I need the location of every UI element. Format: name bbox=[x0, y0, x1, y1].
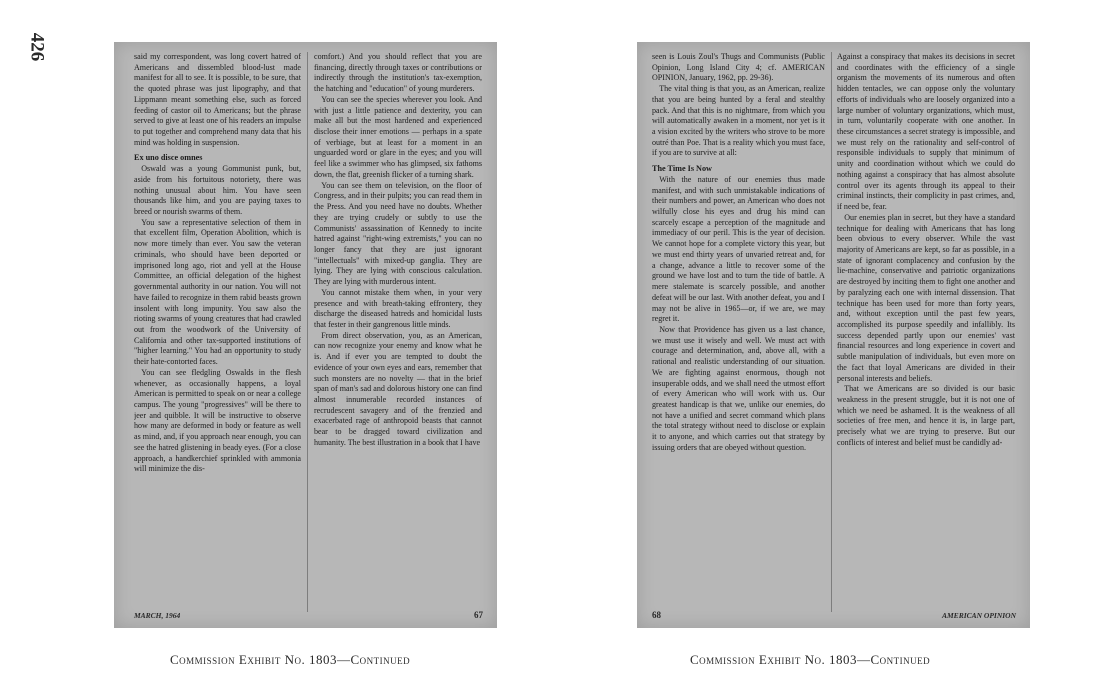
right-page-column-1 bbox=[652, 52, 825, 617]
right-page-column-2 bbox=[837, 52, 1015, 617]
exhibit-caption-right: Commission Exhibit No. 1803—Continued bbox=[690, 652, 931, 667]
issue-date: MARCH, 1964 bbox=[134, 611, 181, 620]
article-paragraph: You saw a representative selection of them in that excellent film, Operation Abolition, which is now more timely than ever. You saw the veteran criminals, who should have been deported or imprisoned long ago, riot and yell at the House Committee, an official delegation of the highest governmental authority in our nation. You will not have failed to recognize in them rabid beasts grown insolent with long impunity. You saw also the rioting swarms of young creatures that had crawled out from the woodwork of the University of California and other tax-supported institutions of "higher learning." You had an opportunity to study their hate-contorted faces. bbox=[134, 217, 301, 367]
magazine-title: AMERICAN OPINION bbox=[942, 611, 1016, 620]
left-page-column-2 bbox=[314, 52, 482, 617]
magazine-page-right bbox=[637, 42, 1030, 628]
article-paragraph: From direct observation, you, as an American, can now recognize your enemy and know what he is. And if ever you are tempted to doubt the evidence of your own eyes and ears, remember that such monsters are no novelty — that in the brief span of man's sad and dolorous history one can find almost innumerable recorded instances of recrudescent savagery and of the frenzied and exacerbated rage of anthropoid beasts that cannot bear to be dragged toward civilization and humanity. The best illustration in a book that I have bbox=[314, 330, 482, 447]
article-paragraph: Oswald was a young Gommunist punk, but, aside from his fortuitous notoriety, there was nothing unusual about him. You have seen thousands like him, and you are paying taxes to breed or nourish swarms of them. bbox=[134, 164, 301, 217]
article-paragraph: You can see fledgling Oswalds in the flesh whenever, as occasionally happens, a loyal American is permitted to speak on or near a college campus. The young "progressives" will be there to jeer and quibble. It will be instructive to observe how many are deformed in body or feature as well as mind, and, if you approach near enough, you can see the hatred glistening in beady eyes. (For a close approach, a handkerchief sprinkled with ammonia will minimize the dis- bbox=[134, 367, 301, 474]
article-paragraph: Now that Providence has given us a last chance, we must use it wisely and well. We must act with courage and determination, and, above all, with a rational and realistic understanding of our situation. We are fighting against enormous, though not insuperable odds, and we shall need the utmost effort of every American who will work with us. Our greatest handicap is that we, unlike our enemies, do not have a unified and secret command which plans the total strategy without need to disclose or explain it to anyone, and which carries out that strategy by issuing orders that are obeyed without question. bbox=[652, 324, 825, 452]
exhibit-caption-left: Commission Exhibit No. 1803—Continued bbox=[170, 652, 411, 667]
column-divider bbox=[307, 52, 308, 612]
column-divider bbox=[831, 52, 832, 612]
section-heading: The Time Is Now bbox=[652, 164, 712, 174]
section-heading: Ex uno disce omnes bbox=[134, 153, 203, 163]
left-page-column-1 bbox=[134, 52, 301, 617]
article-paragraph: seen is Louis Zoul's Thugs and Communists (Public Opinion, Long Island City 4; cf. AMERICAN OPINION, January, 1962, pp. 29-36). bbox=[652, 52, 825, 83]
article-paragraph: You can see the species wherever you look. And with just a little patience and dexterity, you can make all but the most hardened and experienced disclose their inner emotions — perhaps in a spate of verbiage, but at least for a moment in an unguarded word or glare in the eyes; and you will feel like a swimmer who has glimpsed, six fathoms down, the flat, greenish flicker of a turning shark. bbox=[314, 94, 482, 179]
article-paragraph: comfort.) And you should reflect that you are financing, directly through taxes or contributions or indirectly through the institution's tax-exemption, the hatching and "education" of young murderers. bbox=[314, 52, 482, 94]
document-page-number: 426 bbox=[26, 32, 48, 62]
article-paragraph: said my correspondent, was long covert hatred of Americans and dissembled blood-lust made manifest for all to see. It is possible, to be sure, that the quoted phrase was just lipography, and that Lippmann meant something else, such as forced feeding of castor oil to Americans; but the phrase served to give at least one of his readers an impulse to put together and comprehend many data that his mind was holding in suspension. bbox=[134, 52, 301, 147]
article-paragraph: Against a conspiracy that makes its decisions in secret and coordinates with the efficiency of a single organism the movements of its numerous and often hidden tentacles, we can oppose only the voluntary efforts of individuals who are loosely organized into a large number of voluntary organizations, which must, in turn, voluntarily cooperate with one another. In these circumstances a secret strategy is impossible, and we must rely on the rationality and self-control of responsible individuals to supply that minimum of unity and coordination without which we could do nothing against a conspiracy that has almost absolute control over its agents through its appeal to their criminal instincts, their complicity in past crimes, and, if need be, fear. bbox=[837, 52, 1015, 212]
article-paragraph: You cannot mistake them when, in your very presence and with breath-taking effrontery, they discharge the diseased hatreds and homicidal lusts that fester in their gangrenous little minds. bbox=[314, 287, 482, 329]
article-paragraph: With the nature of our enemies thus made manifest, and with such unmistakable indications of their numbers and power, an American who does not wilfully close his eyes and drug his mind can scarcely escape a perception of the magnitude and immediacy of our peril. This is the year of decision. We cannot hope for a complete victory this year, but we must end thirty years of unvaried retreat and, for a change, advance a little to recover some of the ground we have lost and to turn the tide of battle. A mere stalemate is scarcely possible, and another defeat will be our last. With another defeat, you and I may not be alive in 1965—or, if we are, we may regret it. bbox=[652, 174, 825, 324]
page-number-right: 68 bbox=[652, 610, 661, 620]
article-paragraph: You can see them on television, on the floor of Congress, and in their pulpits; you can read them in the Press. And you need have no doubts. Whether they are trying crudely or subtly to use the Communists' assassination of Kennedy to incite hatred against "right-wing extremists," you can no longer fancy that they are just ignorant "intellectuals" with mixed-up ganglia. They are lying. They are lying with conscious calculation. They are lying with murderous intent. bbox=[314, 180, 482, 287]
article-paragraph: The vital thing is that you, as an American, realize that you are being hunted by a feral and stealthy pack. And that this is no nightmare, from which you will automatically awaken in a moment, nor yet is it a vision excited by the writers who strove to be more outré than Poe. That is a reality which you must face, if you are to survive at all: bbox=[652, 84, 825, 158]
article-paragraph: That we Americans are so divided is our basic weakness in the present struggle, but it is not one of which we need be ashamed. It is the weakness of all societies of free men, and hence it is, in large part, precisely what we are trying to preserve. But our conflicts of interest and belief must be candidly ad- bbox=[837, 384, 1015, 447]
magazine-page-left bbox=[114, 42, 497, 628]
page-number-left: 67 bbox=[474, 610, 483, 620]
article-paragraph: Our enemies plan in secret, but they have a standard technique for dealing with Americans that has long been obvious to every observer. While the vast majority of Americans are kept, so far as possible, in a state of ignorant complacency and confusion by the lie-machine, conservative and patriotic organizations are destroyed by inciting them to fight one another and by paralyzing each one with internal dissension. That technique has been used for more than forty years, and, without exception until the past few years, accomplished its purpose speedily and infallibly. Its success depended partly upon our enemies' vast financial resources and long experience in covert and subtle manipulation of individuals, but even more on the fact that loyal Americans are divided in their personal interests and beliefs. bbox=[837, 212, 1015, 383]
